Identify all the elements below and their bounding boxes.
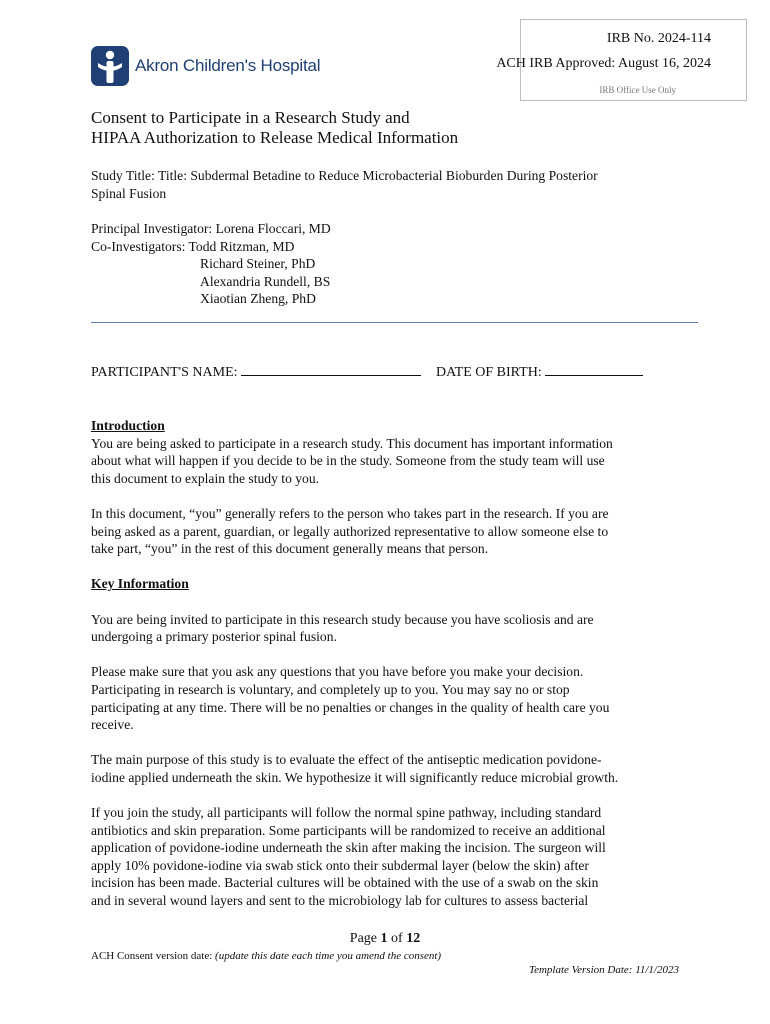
- page-number: [0, 931, 770, 947]
- co-investigator: Richard Steiner, PhD: [200, 256, 316, 272]
- paragraph-line: antibiotics and skin preparation. Some participants will be randomized to receive an additional: [91, 822, 606, 838]
- paragraph-line: apply 10% povidone-iodine via swab stick onto their subdermal layer (below the skin) after: [91, 857, 589, 873]
- paragraph-line: Participating in research is voluntary, and completely up to you. You may say no or stop: [91, 681, 570, 697]
- irb-number: IRB No. 2024-114: [606, 31, 711, 46]
- co-investigator-row: [91, 238, 691, 256]
- hospital-name: Akron Children's Hospital: [135, 56, 321, 75]
- irb-approved-date: ACH IRB Approved: August 16, 2024: [496, 56, 711, 71]
- participant-name-field[interactable]: [241, 363, 421, 376]
- header-divider: [91, 322, 698, 323]
- hospital-logo: [91, 46, 320, 86]
- page-total: 12: [406, 931, 421, 946]
- participant-name-label: PARTICIPANT'S NAME:: [91, 365, 238, 380]
- paragraph-line: iodine applied underneath the skin. We hypothesize it will significantly reduce microbial growth.: [91, 769, 619, 785]
- paragraph-line: You are being asked to participate in a research study. This document has important information: [91, 435, 613, 451]
- paragraph-line: participating at any time. There will be no penalties or changes in the quality of health care you: [91, 699, 610, 715]
- participant-info-row: [91, 363, 691, 382]
- study-title-line-1: Study Title: Title: Subdermal Betadine to Reduce Microbacterial Bioburden During Posterior: [91, 168, 598, 183]
- irb-office-use-label: IRB Office Use Only: [599, 85, 676, 95]
- study-title: [91, 167, 691, 202]
- paragraph-line: If you join the study, all participants will follow the normal spine pathway, including standard: [91, 805, 602, 821]
- date-of-birth-label: DATE OF BIRTH:: [436, 365, 542, 380]
- introduction-section: [91, 417, 691, 910]
- co-investigator: Xiaotian Zheng, PhD: [200, 291, 316, 307]
- paragraph-line: undergoing a primary posterior spinal fusion.: [91, 629, 337, 645]
- paragraph-line: The main purpose of this study is to evaluate the effect of the antiseptic medication povidone-: [91, 752, 602, 768]
- page-prefix: Page: [349, 931, 381, 946]
- co-investigator: Todd Ritzman, MD: [188, 238, 295, 254]
- version-label: ACH Consent version date:: [91, 950, 216, 962]
- page-current: 1: [380, 931, 388, 946]
- date-of-birth-field[interactable]: [545, 363, 643, 376]
- version-note: (update this date each time you amend the consent): [215, 950, 442, 962]
- paragraph-line: being asked as a parent, guardian, or legally authorized representative to allow someone else to: [91, 523, 609, 539]
- irb-approval-box: [496, 19, 747, 101]
- paragraph-line: receive.: [91, 717, 134, 733]
- paragraph-line: In this document, “you” generally refers to the person who takes part in the research. If you are: [91, 505, 609, 521]
- principal-investigator: Principal Investigator: Lorena Floccari, MD: [91, 221, 331, 236]
- paragraph-line: incision has been made. Bacterial cultures will be obtained with the use of a swab on the skin: [91, 875, 599, 891]
- investigators: [91, 220, 691, 308]
- title-line-1: Consent to Participate in a Research Study and: [91, 108, 410, 127]
- consent-version-date: [91, 950, 441, 962]
- paragraph-line: take part, “you” in the rest of this document generally means that person.: [91, 541, 489, 557]
- co-investigators-label: Co-Investigators:: [91, 238, 186, 254]
- paragraph-line: Please make sure that you ask any questions that you have before you make your decision.: [91, 664, 584, 680]
- co-investigator: Alexandria Rundell, BS: [200, 273, 331, 289]
- document-title: [91, 108, 458, 148]
- paragraph-line: and in several wound layers and sent to the microbiology lab for cultures to assess bacterial: [91, 893, 589, 909]
- template-version-date: Template Version Date: 11/1/2023: [528, 964, 679, 976]
- page-of: of: [387, 931, 407, 946]
- title-line-2: HIPAA Authorization to Release Medical Information: [91, 128, 459, 147]
- introduction-heading: Introduction: [91, 418, 165, 433]
- paragraph-line: this document to explain the study to you.: [91, 470, 320, 486]
- paragraph-line: about what will happen if you decide to be in the study. Someone from the study team will use: [91, 453, 605, 469]
- study-title-line-2: Spinal Fusion: [91, 185, 167, 201]
- key-information-heading: Key Information: [91, 576, 189, 592]
- paragraph-line: application of povidone-iodine underneath the skin after making the incision. The surgeon will: [91, 840, 606, 856]
- hospital-logo-icon: [91, 46, 129, 86]
- paragraph-line: You are being invited to participate in this research study because you have scoliosis and are: [91, 611, 594, 627]
